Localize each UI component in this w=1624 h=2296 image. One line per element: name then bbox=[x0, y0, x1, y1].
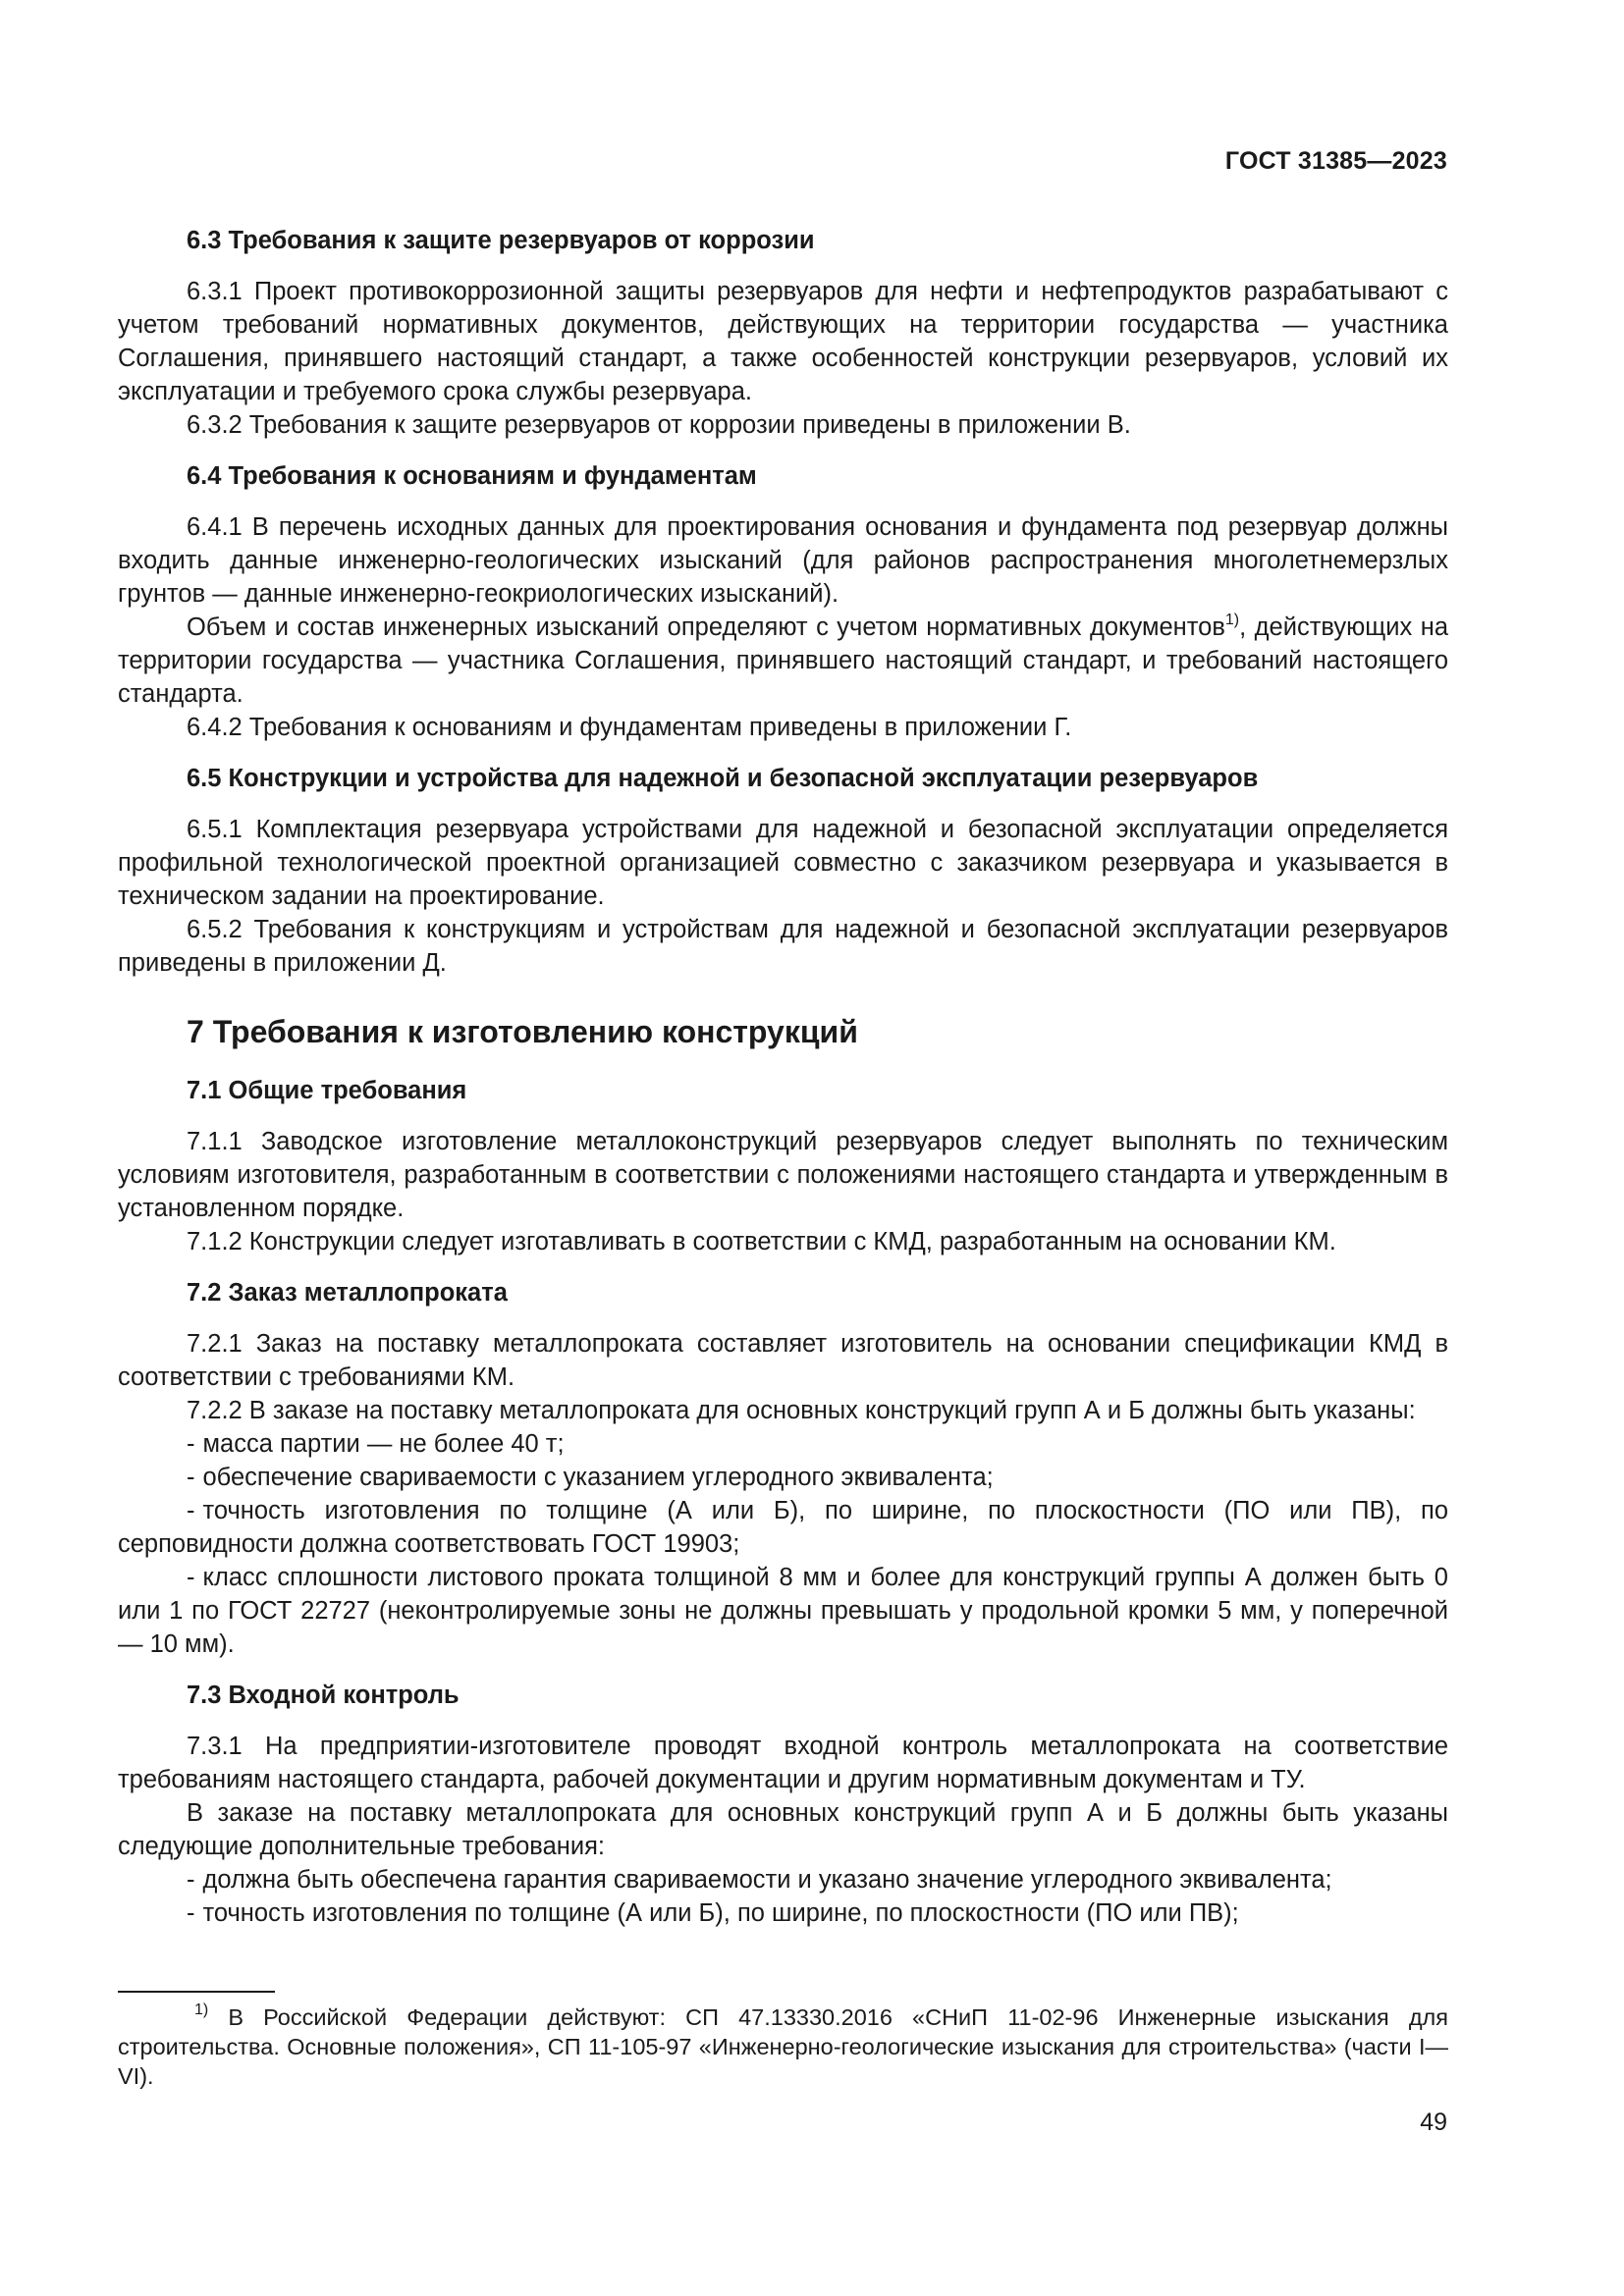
section-heading-6-3: 6.3 Требования к защите резервуаров от коррозии bbox=[187, 227, 815, 254]
list-item bbox=[118, 1461, 1448, 1494]
section-heading-7-3: 7.3 Входной контроль bbox=[187, 1682, 460, 1709]
document-header: ГОСТ 31385—2023 bbox=[1224, 147, 1447, 175]
list-item bbox=[118, 1561, 1448, 1661]
paragraph-text: , действующих на территории государства — участника Соглашения, принявшего настоящий стандарт, и требований настоящего стандарта. bbox=[118, 614, 1448, 708]
list-item-text: точность изготовления по толщине (А или Б), по ширине, по плоскостности (ПО или ПВ), по серповидности должна соответствовать ГОСТ 19903; bbox=[118, 1497, 1448, 1558]
paragraph-6-3-2: 6.3.2 Требования к защите резервуаров от коррозии приведены в приложении В. bbox=[187, 411, 1131, 439]
paragraph-text: Объем и состав инженерных изысканий определяют с учетом нормативных документов bbox=[187, 614, 1225, 641]
paragraph-7-3-1: 7.3.1 На предприятии-изготовителе проводят входной контроль металлопроката на соответствие требованиям настоящего стандарта, рабочей документации и другим нормативным документам и ТУ. bbox=[118, 1733, 1448, 1793]
paragraph-6-4-1: 6.4.1 В перечень исходных данных для проектирования основания и фундамента под резервуар должны входить данные инженерно-геологических изысканий (для районов распространения многолетнемерзлых грунтов — данные инженерно-геокриологических изысканий). bbox=[118, 513, 1448, 608]
footnote bbox=[118, 2002, 1448, 2091]
list-dash: - bbox=[187, 1866, 195, 1894]
list-dash: - bbox=[187, 1464, 195, 1491]
section-heading-7-1: 7.1 Общие требования bbox=[187, 1077, 467, 1104]
paragraph-7-2-2: 7.2.2 В заказе на поставку металлопроката для основных конструкций групп А и Б должны быть указаны: bbox=[187, 1397, 1416, 1424]
paragraph-6-3-1: 6.3.1 Проект противокоррозионной защиты резервуаров для нефти и нефтепродуктов разрабатывают с учетом требований нормативных документов, действующих на территории государства — участника Соглашения, принявшего настоящий стандарт, а также особенностей конструкции резервуаров, условий их эксплуатации и требуемого срока службы резервуара. bbox=[118, 278, 1448, 405]
list-dash: - bbox=[187, 1497, 195, 1524]
list-dash: - bbox=[187, 1430, 195, 1458]
chapter-heading-7: 7 Требования к изготовлению конструкций bbox=[187, 1014, 858, 1049]
list-dash: - bbox=[187, 1564, 195, 1591]
list-item-text: должна быть обеспечена гарантия свариваемости и указано значение углеродного эквивалента; bbox=[202, 1866, 1332, 1894]
page-number: 49 bbox=[1420, 2109, 1447, 2136]
paragraph-7-2-1: 7.2.1 Заказ на поставку металлопроката составляет изготовитель на основании спецификации КМД в соответствии с требованиями КМ. bbox=[118, 1330, 1448, 1391]
section-heading-6-5: 6.5 Конструкции и устройства для надежной и безопасной эксплуатации резервуаров bbox=[187, 765, 1259, 792]
list-dash: - bbox=[187, 1899, 195, 1927]
footnote-marker: 1) bbox=[194, 2002, 209, 2018]
list-item-text: точность изготовления по толщине (А или Б), по ширине, по плоскостности (ПО или ПВ); bbox=[202, 1899, 1239, 1927]
paragraph-6-4-1-b bbox=[118, 611, 1448, 711]
list-item-text: масса партии — не более 40 т; bbox=[202, 1430, 565, 1458]
paragraph-6-4-2: 6.4.2 Требования к основаниям и фундаментам приведены в приложении Г. bbox=[187, 714, 1072, 741]
paragraph-7-1-1: 7.1.1 Заводское изготовление металлоконструкций резервуаров следует выполнять по техническим условиям изготовителя, разработанным в соответствии с положениями настоящего стандарта и утвержденным в установленном порядке. bbox=[118, 1128, 1448, 1222]
section-heading-6-4: 6.4 Требования к основаниям и фундаментам bbox=[187, 462, 757, 490]
paragraph-7-1-2: 7.1.2 Конструкции следует изготавливать в соответствии с КМД, разработанным на основании КМ. bbox=[187, 1228, 1336, 1255]
footnote-separator bbox=[118, 1991, 275, 1993]
footnote-body: В Российской Федерации действуют: СП 47.13330.2016 «СНиП 11-02-96 Инженерные изыскания для строительства. Основные положения», СП 11-105-97 «Инженерно-геологические изыскания для строительства» (части I—VI). bbox=[118, 2004, 1448, 2089]
paragraph-6-5-1: 6.5.1 Комплектация резервуара устройствами для надежной и безопасной эксплуатации определяется профильной технологической проектной организацией совместно с заказчиком резервуара и указывается в техническом задании на проектирование. bbox=[118, 816, 1448, 910]
paragraph-6-5-2: 6.5.2 Требования к конструкциям и устройствам для надежной и безопасной эксплуатации резервуаров приведены в приложении Д. bbox=[118, 916, 1448, 977]
document-body bbox=[118, 224, 1448, 1930]
list-item bbox=[118, 1427, 1448, 1461]
list-item-text: класс сплошности листового проката толщиной 8 мм и более для конструкций группы А должен быть 0 или 1 по ГОСТ 22727 (неконтролируемые зоны не должны превышать у продольной кромки 5 мм, у поперечной — 10 мм). bbox=[118, 1564, 1448, 1658]
footnote-text bbox=[118, 2002, 1448, 2091]
section-heading-7-2: 7.2 Заказ металлопроката bbox=[187, 1279, 508, 1307]
list-item bbox=[118, 1896, 1448, 1930]
list-item bbox=[118, 1863, 1448, 1896]
list-item bbox=[118, 1494, 1448, 1561]
footnote-reference: 1) bbox=[1224, 612, 1240, 628]
paragraph-7-3-1-b: В заказе на поставку металлопроката для основных конструкций групп А и Б должны быть указаны следующие дополнительные требования: bbox=[118, 1799, 1448, 1860]
list-item-text: обеспечение свариваемости с указанием углеродного эквивалента; bbox=[202, 1464, 994, 1491]
